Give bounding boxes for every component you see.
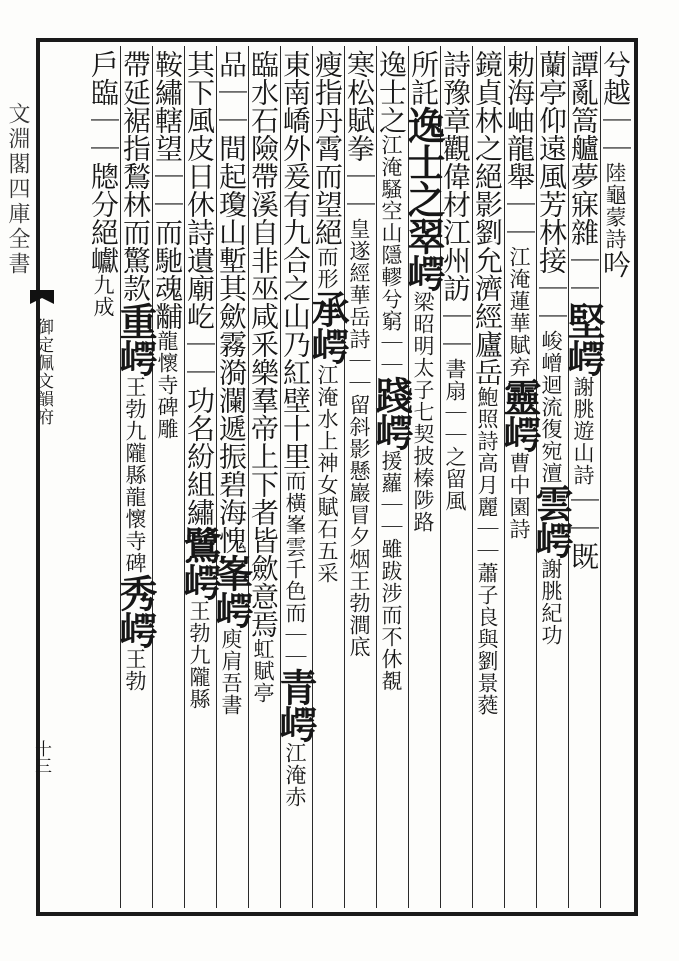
headword: 雲 [529,484,574,521]
text-segment: 詩豫章觀偉材江州訪｜｜ [439,50,472,358]
text-column [113,50,158,902]
column-rule [120,46,121,908]
headword: 峯 [209,554,254,591]
annotation: 龍懷寺碑雕 [155,330,179,440]
column-rule [408,46,409,908]
headword: 逸士之 [401,106,446,217]
text-segment: 吟 [599,250,632,278]
column-rule [152,46,153,908]
headword: 青 [273,668,318,705]
headword: 崿 [497,415,542,452]
headword: 秀 [113,574,158,611]
annotation: 而形 [315,246,339,290]
text-segment: 譚亂篙艫夢寐雜｜｜ [567,50,600,302]
text-column [152,50,184,902]
page-margin [0,38,36,916]
annotation: 皇遂經華岳詩｜｜留斜影懸巖冒夕烟王勃澗底 [347,218,371,658]
headword: 崿 [529,521,574,558]
headword: 崿 [113,611,158,648]
column-rule [344,46,345,908]
text-column [273,50,318,902]
annotation: 江淹赤 [283,742,307,808]
text-segment: 兮越｜｜ [599,50,632,162]
column-rule [504,46,505,908]
text-segment: 逸士之 [375,50,408,134]
headword: 翠 [401,217,446,254]
text-column [561,50,606,902]
annotation: 梁昭明太子七契披榛陟路 [411,291,435,533]
column-rule [536,46,537,908]
annotation: 而橫峯雲千色而｜｜ [283,470,307,668]
annotation: 虹賦亭 [251,638,275,704]
annotation: 九成 [91,274,115,318]
text-segment: 寒松賦拳｜｜ [343,50,376,218]
text-column [600,50,632,902]
annotation: 陸龜蒙詩 [603,162,627,250]
headword: 崿 [369,413,414,450]
text-segment: 臨水石險帶溪自非巫咸釆樂羣帝上下者皆歛意焉 [247,50,280,638]
headword: 崿 [561,339,606,376]
headword: 崿 [305,327,350,364]
headword: 崿 [273,705,318,742]
annotation: 援蘿｜｜雖跋涉而不休覩 [379,450,403,692]
text-segment: 東南嶠外爰有九合之山乃紅壁十里 [279,50,312,470]
text-segment: 帶延裾指鶖林而驚款 [119,50,152,302]
text-column [472,50,504,902]
headword: 靈 [497,378,542,415]
column-rule [600,46,601,908]
column-rule [472,46,473,908]
page-number: 十三 [31,740,51,774]
annotation: 王勃九隴縣 [187,600,211,710]
column-rule [280,46,281,908]
headword: 崿 [177,563,222,600]
text-segment: ｜｜既 [567,486,600,570]
headword: 鷺 [177,526,222,563]
annotation: 江淹水上神女賦石五采 [315,364,339,584]
annotation: 江淹蓮華賦弃 [507,246,531,378]
annotation: 書扇｜｜之留風 [443,358,467,512]
text-column [209,50,254,902]
headword: 崿 [209,591,254,628]
headword: 踐 [369,376,414,413]
book-title: 御定佩文韻府 [33,318,53,426]
headword: 堅 [561,302,606,339]
text-segment: 勅海岫龍舉｜｜ [503,50,536,246]
annotation: 曹中園詩 [507,452,531,540]
text-segment: 鏡貞林之絕影劉允濟經廬岳 [471,50,504,386]
text-column [305,50,350,902]
column-rule [184,46,185,908]
annotation: 謝朓遊山詩 [571,376,595,486]
column-rule [568,46,569,908]
column-rule [376,46,377,908]
text-column [401,50,446,902]
annotation: 謝朓紀功 [539,558,563,646]
text-segment: 品｜｜間起瓊山塹其歛霧漪瀾遞振碧海愧 [215,50,248,554]
text-column [88,50,120,902]
fishtail-mark-icon [30,290,54,310]
column-rule [312,46,313,908]
text-column [529,50,574,902]
text-column [177,50,222,902]
annotation: 庾肩吾書 [219,628,243,716]
text-column [248,50,280,902]
text-segment: 瘦指丹霄而望絕 [311,50,344,246]
text-segment: 蘭亭仰遠風芳林接｜｜ [535,50,568,330]
annotation: 王勃九隴縣龍懷寺碑 [123,376,147,574]
text-column [344,50,376,902]
collection-title: 文淵閣四庫全書 [5,102,30,277]
text-column [369,50,414,902]
column-rule [248,46,249,908]
headword: 重 [113,302,158,339]
annotation: 蕭子良與劉景蕤 [475,562,499,716]
annotation: 峻嶒迴流復宛澶 [539,330,563,484]
headword: 崿 [113,339,158,376]
text-segment: 其下風皮日休詩遺廟屹｜｜功名紛組繡 [183,50,216,526]
annotation: 鮑照詩高月麗｜｜ [475,386,499,562]
text-column [497,50,542,902]
column-rule [216,46,217,908]
text-segment: 戶臨｜｜牕分絕巘 [87,50,120,274]
annotation: 江淹騷空山隱轇兮窮｜｜ [379,134,403,376]
annotation: 王勃 [123,648,147,692]
text-segment: 所託 [407,50,440,106]
headword: 崿 [401,254,446,291]
headword: 承 [305,290,350,327]
text-segment: 鞍繡轄望｜｜而馳魂黼 [151,50,184,330]
